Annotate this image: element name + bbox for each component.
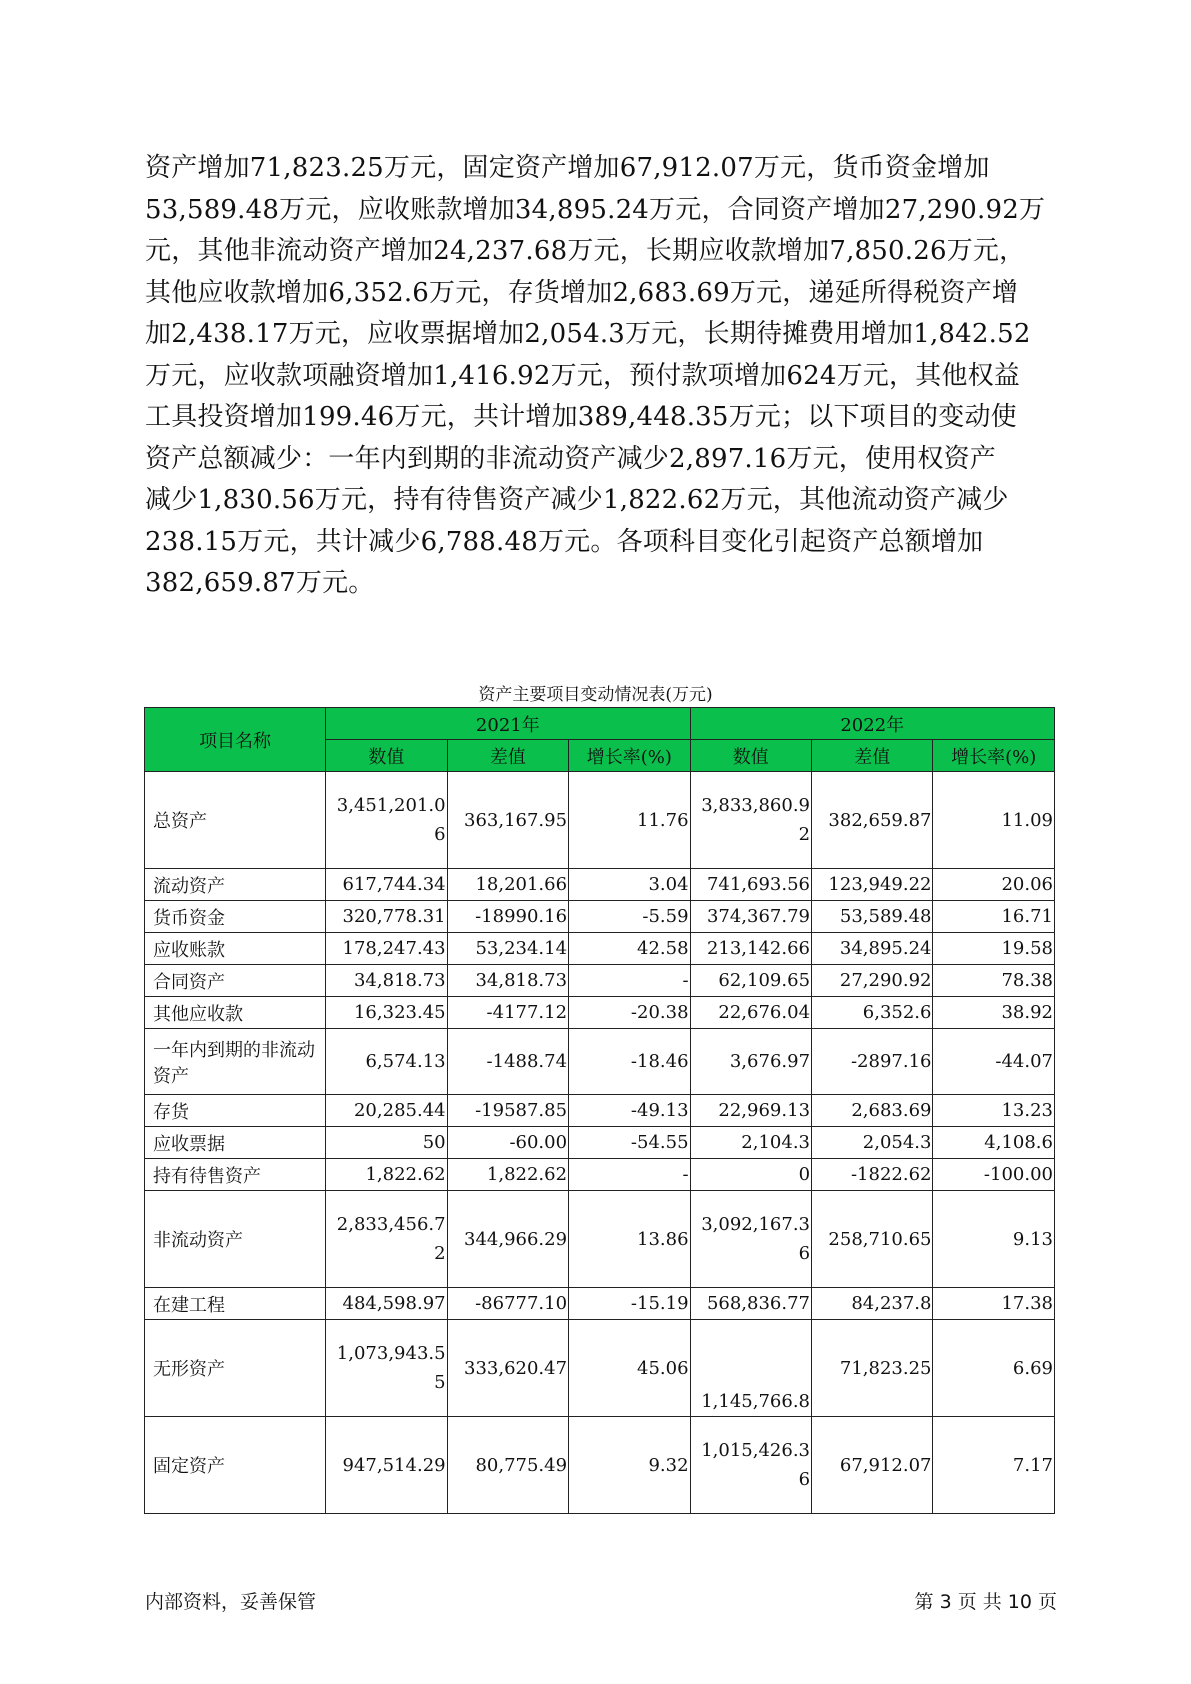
- table-row: [145, 997, 1055, 1029]
- cell-b-rate: 11.09: [933, 772, 1055, 869]
- body-paragraph: [145, 148, 1057, 605]
- cell-b-val: 62,109.65: [690, 965, 811, 997]
- table-row: [145, 1288, 1055, 1320]
- paragraph-line: 加2,438.17万元，应收票据增加2,054.3万元，长期待摊费用增加1,842.52: [145, 319, 1031, 349]
- cell-a-val: 484,598.97: [326, 1288, 447, 1320]
- cell-b-diff: 27,290.92: [812, 965, 933, 997]
- cell-a-val: 20,285.44: [326, 1095, 447, 1127]
- cell-a-val: 947,514.29: [326, 1417, 447, 1514]
- cell-a-val: 1,073,943.55: [326, 1320, 447, 1417]
- cell-a-diff: 34,818.73: [447, 965, 568, 997]
- cell-b-val: 22,969.13: [690, 1095, 811, 1127]
- cell-a-rate: -5.59: [569, 901, 690, 933]
- row-item-name: 应收账款: [145, 933, 326, 965]
- cell-b-diff: 71,823.25: [812, 1320, 933, 1417]
- header-value-2022: 数值: [690, 740, 811, 772]
- cell-b-val: 1,015,426.36: [690, 1417, 811, 1514]
- cell-b-diff: 2,683.69: [812, 1095, 933, 1127]
- row-item-name: 非流动资产: [145, 1191, 326, 1288]
- cell-b-diff: 123,949.22: [812, 869, 933, 901]
- table-row: [145, 933, 1055, 965]
- table-row: [145, 1127, 1055, 1159]
- cell-b-rate: 13.23: [933, 1095, 1055, 1127]
- cell-a-val: 16,323.45: [326, 997, 447, 1029]
- cell-a-rate: -18.46: [569, 1029, 690, 1095]
- cell-a-diff: 18,201.66: [447, 869, 568, 901]
- cell-a-diff: 363,167.95: [447, 772, 568, 869]
- cell-b-val: 3,833,860.92: [690, 772, 811, 869]
- row-item-name: 固定资产: [145, 1417, 326, 1514]
- table-row: [145, 772, 1055, 869]
- cell-a-val: 3,451,201.06: [326, 772, 447, 869]
- table-body: [145, 772, 1055, 1514]
- paragraph-line: 238.15万元，共计减少6,788.48万元。各项科目变化引起资产总额增加: [145, 526, 984, 557]
- row-item-name: 无形资产: [145, 1320, 326, 1417]
- cell-a-val: 617,744.34: [326, 869, 447, 901]
- header-diff-2022: 差值: [812, 740, 933, 772]
- cell-a-val: 178,247.43: [326, 933, 447, 965]
- header-rate-2021: 增长率(%): [569, 740, 690, 772]
- cell-a-diff: -19587.85: [447, 1095, 568, 1127]
- cell-b-rate: 20.06: [933, 869, 1055, 901]
- cell-a-diff: -86777.10: [447, 1288, 568, 1320]
- cell-b-rate: -100.00: [933, 1159, 1055, 1191]
- row-item-name: 合同资产: [145, 965, 326, 997]
- footer-page-number: 第 3 页 共 10 页: [914, 1591, 1057, 1613]
- cell-b-diff: 382,659.87: [812, 772, 933, 869]
- cell-b-rate: 6.69: [933, 1320, 1055, 1417]
- cell-b-diff: -2897.16: [812, 1029, 933, 1095]
- cell-a-diff: 333,620.47: [447, 1320, 568, 1417]
- row-item-name: 总资产: [145, 772, 326, 869]
- cell-b-val: 374,367.79: [690, 901, 811, 933]
- paragraph-line: 资产增加71,823.25万元，固定资产增加67,912.07万元，货币资金增加: [145, 153, 990, 183]
- cell-a-rate: -15.19: [569, 1288, 690, 1320]
- cell-a-diff: -1488.74: [447, 1029, 568, 1095]
- cell-a-rate: -49.13: [569, 1095, 690, 1127]
- table-row: [145, 901, 1055, 933]
- cell-a-val: 1,822.62: [326, 1159, 447, 1191]
- cell-a-rate: 9.32: [569, 1417, 690, 1514]
- cell-b-val: 22,676.04: [690, 997, 811, 1029]
- cell-b-val: 0: [690, 1159, 811, 1191]
- table-row: [145, 869, 1055, 901]
- cell-b-val: 2,104.3: [690, 1127, 811, 1159]
- cell-a-rate: 42.58: [569, 933, 690, 965]
- paragraph-line: 资产总额减少：一年内到期的非流动资产减少2,897.16万元，使用权资产: [145, 443, 996, 474]
- paragraph-line: 其他应收款增加6,352.6万元，存货增加2,683.69万元，递延所得税资产增: [145, 277, 1019, 308]
- cell-b-diff: 2,054.3: [812, 1127, 933, 1159]
- cell-a-val: 34,818.73: [326, 965, 447, 997]
- footer-confidential-note: 内部资料，妥善保管: [145, 1591, 317, 1613]
- cell-a-rate: -: [569, 965, 690, 997]
- row-item-name: 在建工程: [145, 1288, 326, 1320]
- cell-a-rate: -20.38: [569, 997, 690, 1029]
- table-row: [145, 1159, 1055, 1191]
- table-caption: 资产主要项目变动情况表(万元): [478, 685, 713, 705]
- cell-b-val: 741,693.56: [690, 869, 811, 901]
- paragraph-line: 元，其他非流动资产增加24,237.68万元，长期应收款增加7,850.26万元，: [145, 236, 1026, 266]
- paragraph-line: 万元，应收款项融资增加1,416.92万元，预付款项增加624万元，其他权益: [145, 360, 1021, 391]
- cell-b-val: 213,142.66: [690, 933, 811, 965]
- cell-b-rate: 17.38: [933, 1288, 1055, 1320]
- row-item-name: 流动资产: [145, 869, 326, 901]
- table-row: [145, 1191, 1055, 1288]
- cell-a-val: 2,833,456.72: [326, 1191, 447, 1288]
- cell-a-rate: 45.06: [569, 1320, 690, 1417]
- cell-a-rate: 11.76: [569, 772, 690, 869]
- cell-b-rate: 19.58: [933, 933, 1055, 965]
- cell-b-diff: 258,710.65: [812, 1191, 933, 1288]
- row-item-name: 持有待售资产: [145, 1159, 326, 1191]
- cell-b-rate: 9.13: [933, 1191, 1055, 1288]
- cell-a-rate: -54.55: [569, 1127, 690, 1159]
- table-row: [145, 1417, 1055, 1514]
- row-item-name: 应收票据: [145, 1127, 326, 1159]
- cell-a-rate: 3.04: [569, 869, 690, 901]
- cell-b-diff: 67,912.07: [812, 1417, 933, 1514]
- cell-b-diff: -1822.62: [812, 1159, 933, 1191]
- cell-a-diff: 53,234.14: [447, 933, 568, 965]
- table-row: [145, 1320, 1055, 1417]
- table-row: [145, 965, 1055, 997]
- cell-b-rate: -44.07: [933, 1029, 1055, 1095]
- cell-a-val: 6,574.13: [326, 1029, 447, 1095]
- cell-a-diff: 1,822.62: [447, 1159, 568, 1191]
- cell-a-diff: -18990.16: [447, 901, 568, 933]
- header-diff-2021: 差值: [447, 740, 568, 772]
- cell-a-diff: 80,775.49: [447, 1417, 568, 1514]
- asset-change-table: [144, 707, 1055, 1514]
- cell-b-diff: 84,237.8: [812, 1288, 933, 1320]
- row-item-name: 其他应收款: [145, 997, 326, 1029]
- table-row: [145, 1095, 1055, 1127]
- paragraph-line: 382,659.87万元。: [145, 568, 375, 598]
- paragraph-line: 工具投资增加199.46万元，共计增加389,448.35万元；以下项目的变动使: [145, 402, 1017, 432]
- table-row: [145, 1029, 1055, 1095]
- cell-b-val: 3,676.97: [690, 1029, 811, 1095]
- cell-a-rate: -: [569, 1159, 690, 1191]
- cell-b-rate: 78.38: [933, 965, 1055, 997]
- cell-b-val: 568,836.77: [690, 1288, 811, 1320]
- cell-a-diff: -4177.12: [447, 997, 568, 1029]
- cell-b-rate: 7.17: [933, 1417, 1055, 1514]
- header-item-name: 项目名称: [145, 708, 326, 772]
- paragraph-line: 53,589.48万元，应收账款增加34,895.24万元，合同资产增加27,290.92万: [145, 194, 1046, 225]
- header-year-2022: 2022年: [690, 708, 1054, 740]
- cell-a-val: 320,778.31: [326, 901, 447, 933]
- cell-b-rate: 16.71: [933, 901, 1055, 933]
- cell-b-val: 3,092,167.36: [690, 1191, 811, 1288]
- cell-b-diff: 6,352.6: [812, 997, 933, 1029]
- header-rate-2022: 增长率(%): [933, 740, 1055, 772]
- cell-b-rate: 4,108.6: [933, 1127, 1055, 1159]
- cell-a-diff: 344,966.29: [447, 1191, 568, 1288]
- header-value-2021: 数值: [326, 740, 447, 772]
- cell-b-diff: 53,589.48: [812, 901, 933, 933]
- cell-b-val: 1,145,766.8: [690, 1320, 811, 1417]
- cell-a-diff: -60.00: [447, 1127, 568, 1159]
- cell-b-rate: 38.92: [933, 997, 1055, 1029]
- header-year-2021: 2021年: [326, 708, 690, 740]
- cell-a-rate: 13.86: [569, 1191, 690, 1288]
- paragraph-line: 减少1,830.56万元，持有待售资产减少1,822.62万元，其他流动资产减少: [145, 485, 1009, 515]
- cell-a-val: 50: [326, 1127, 447, 1159]
- cell-b-diff: 34,895.24: [812, 933, 933, 965]
- row-item-name: 一年内到期的非流动资产: [145, 1029, 326, 1095]
- row-item-name: 存货: [145, 1095, 326, 1127]
- row-item-name: 货币资金: [145, 901, 326, 933]
